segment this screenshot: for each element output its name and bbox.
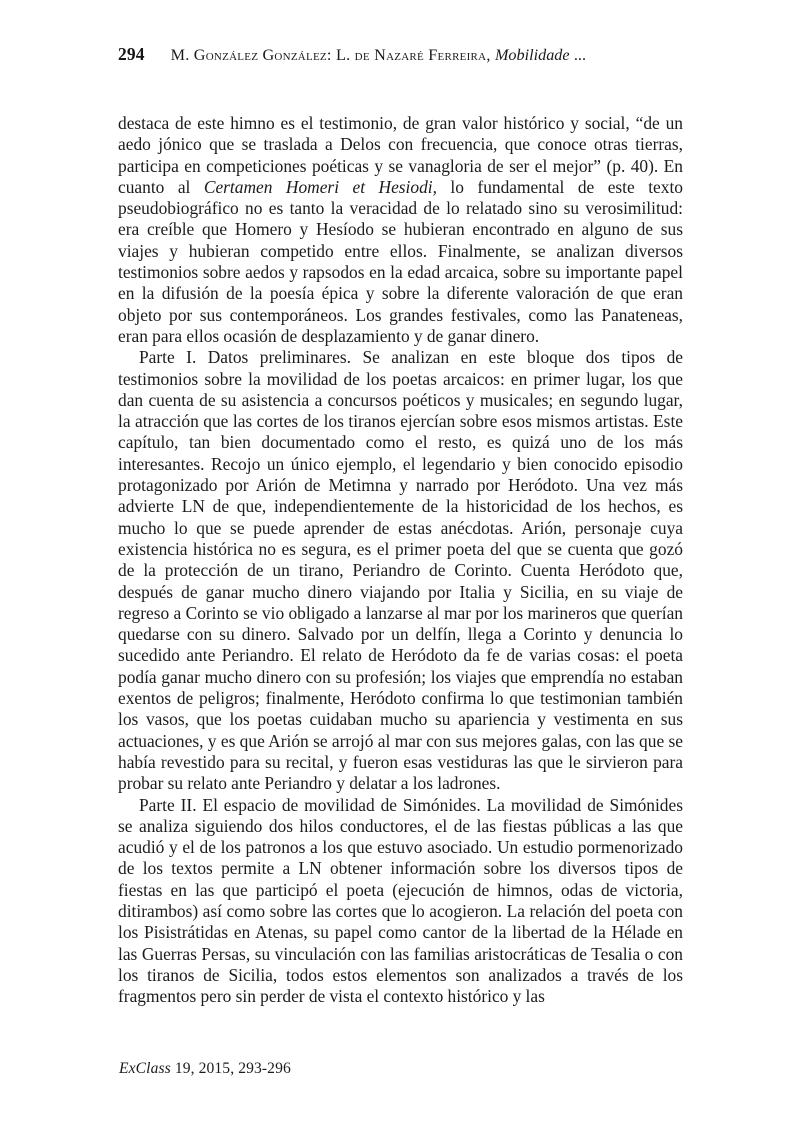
paragraph-1-part-a: destaca de este himno es el testimonio, de gran valor histórico y social, “de un aedo jónico que se traslada a Delos con frecuencia, que conoce otras tierras, participa en competiciones poéticas y se vanagloria de ser el mejor” (p. 40). En cuanto al bbox=[118, 113, 683, 197]
running-header-authors: M. González González: L. de Nazaré Ferreira, bbox=[170, 46, 491, 64]
running-header-title bbox=[171, 46, 586, 65]
body-text bbox=[118, 113, 683, 1007]
running-header bbox=[118, 44, 682, 68]
journal-name: ExClass bbox=[119, 1060, 171, 1077]
paragraph-3: Parte II. El espacio de movilidad de Simónides. La movilidad de Simónides se analiza siguiendo dos hilos conductores, el de las fiestas públicas a las que acudió y el de los patronos a los que estuvo asociado. Un estudio pormenorizado de los textos permite a LN obtener información sobre los diversos tipos de fiestas en las que participó el poeta (ejecución de himnos, odas de victoria, ditirambos) así como sobre las cortes que lo acogieron. La relación del poeta con los Pisistrátidas en Atenas, su papel como cantor de la libertad de la Hélade en las Guerras Persas, su vinculación con las familias aristocráticas de Tesalia o con los tiranos de Sicilia, todos estos elementos son analizados a través de los fragmentos pero sin perder de vista el contexto histórico y las bbox=[118, 794, 683, 1007]
paragraph-2: Parte I. Datos preliminares. Se analizan en este bloque dos tipos de testimonios sobre la movilidad de los poetas arcaicos: en primer lugar, los que dan cuenta de su asistencia a concursos poéticos y musicales; en segundo lugar, la atracción que las cortes de los tiranos ejercían sobre esos mismos artistas. Este capítulo, tan bien documentado como el resto, es quizá uno de los más interesantes. Recojo un único ejemplo, el legendario y bien conocido episodio protagonizado por Arión de Metimna y narrado por Heródoto. Una vez más advierte LN de que, independientemente de la historicidad de los hechos, es mucho lo que se puede aprender de estas anécdotas. Arión, personaje cuya existencia histórica no es segura, es el primer poeta del que se cuenta que gozó de la protección de un tirano, Periandro de Corinto. Cuenta Heródoto que, después de ganar mucho dinero viajando por Italia y Sicilia, en su viaje de regreso a Corinto se vio obligado a lanzarse al mar por los marineros que querían quedarse con su dinero. Salvado por un delfín, llega a Corinto y denuncia lo sucedido ante Periandro. El relato de Heródoto da fe de varias cosas: el poeta podía ganar mucho dinero con su profesión; los viajes que emprendía no estaban exentos de peligros; finalmente, Heródoto confirma lo que testimonian también los vasos, que los poetas cuidaban mucho su apariencia y vestimenta en sus actuaciones, y es que Arión se arrojó al mar con sus mejores galas, con las que se había revestido para su recital, y fueron esas vestiduras las que le sirvieron para probar su relato ante Periandro y delatar a los ladrones. bbox=[118, 347, 683, 794]
journal-citation: 19, 2015, 293-296 bbox=[170, 1060, 291, 1077]
paragraph-1-italic-title: Certamen Homeri et Hesiodi, bbox=[203, 176, 437, 197]
running-header-ellipsis: ... bbox=[573, 46, 587, 64]
paragraph-1 bbox=[118, 113, 683, 347]
page-number: 294 bbox=[118, 44, 145, 64]
page-footer bbox=[119, 1060, 291, 1078]
paragraph-1-part-b: lo fundamental de este texto pseudobiográfico no es tanto la veracidad de lo relatado sino su verosimilitud: era creíble que Homero y Hesíodo se hubieran encontrado en alguno de sus viajes y hubieran competido entre ellos. Finalmente, se analizan diversos testimonios sobre aedos y rapsodos en la edad arcaica, sobre su importante papel en la difusión de la poesía épica y sobre la diferente valoración de que eran objeto por sus contemporáneos. Los grandes festivales, como las Panateneas, eran para ellos ocasión de desplazamiento y de ganar dinero. bbox=[118, 176, 683, 346]
running-header-work-title: Mobilidade bbox=[494, 46, 570, 64]
